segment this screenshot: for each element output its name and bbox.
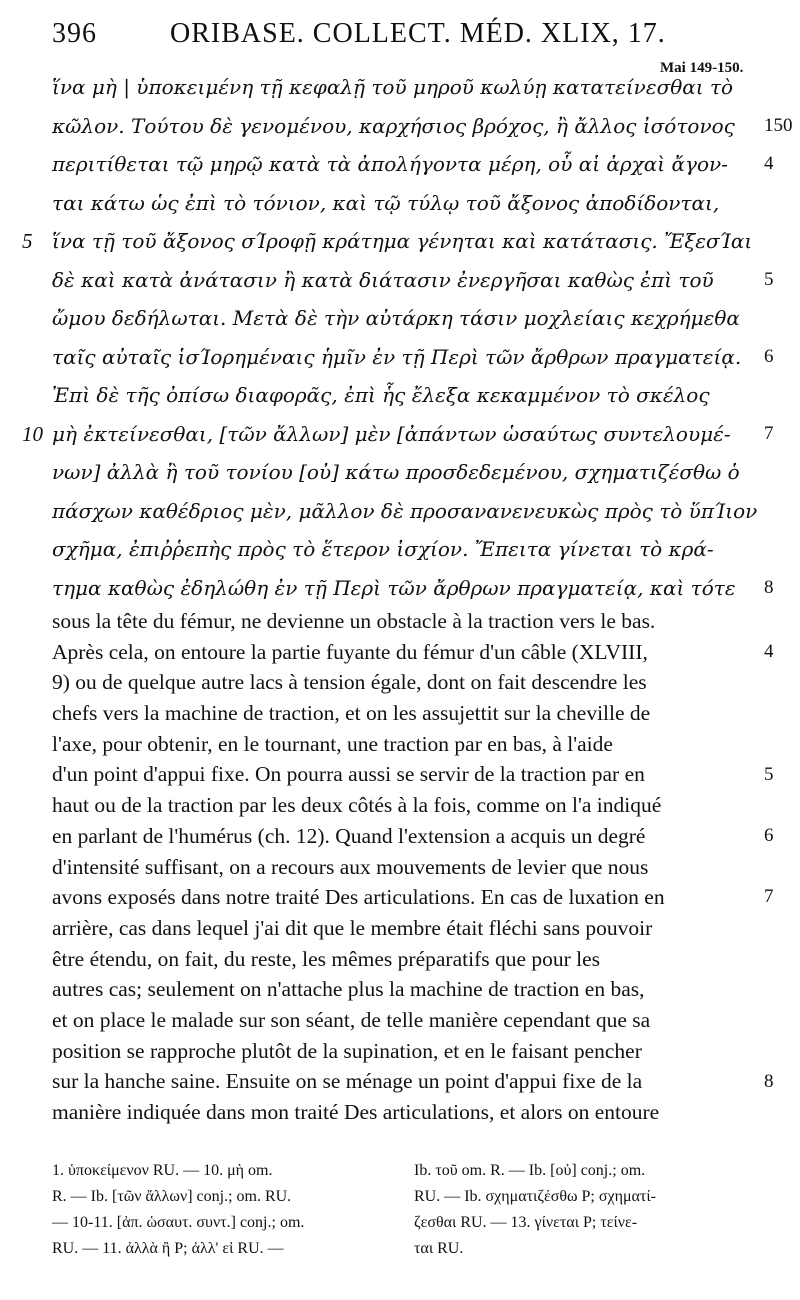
french-line — [52, 790, 764, 821]
greek-line — [52, 68, 764, 107]
greek-line-text: ἵνα τῇ τοῦ ἄξονος σΊροφῇ κράτημα γένηται καὶ κατάτασις. ἜξεσΊαι — [52, 229, 753, 253]
greek-line — [22, 415, 764, 454]
greek-line — [52, 338, 764, 377]
french-line — [52, 1066, 764, 1097]
greek-text-block — [22, 68, 793, 607]
footnote-line: R. — Ib. [τῶν ἄλλων] conj.; om. RU. — [52, 1188, 292, 1205]
greek-line — [52, 299, 764, 338]
greek-line — [52, 261, 764, 300]
greek-line-text: ται κάτω ὡς ἐπὶ τὸ τόνιον, καὶ τῷ τύλῳ τοῦ ἄξονος ἀποδίδονται, — [52, 190, 720, 215]
margin-section-number: 6 — [764, 345, 774, 367]
line-number: 10 — [22, 421, 43, 446]
notes-column-right — [414, 1158, 759, 1262]
french-line-text: chefs vers la machine de traction, et on les assujettit sur la cheville de — [52, 701, 651, 726]
greek-line — [52, 569, 764, 608]
greek-line-text: περιτίθεται τῷ μηρῷ κατὰ τὰ ἀπολήγοντα μέρη, οὗ αἱ ἀρχαὶ ἄγον- — [52, 152, 728, 176]
margin-section-number: 150 — [764, 114, 793, 136]
french-line — [52, 974, 764, 1005]
footnote-line: Ib. τοῦ om. R. — Ib. [οὐ] conj.; om. — [414, 1162, 646, 1179]
greek-line — [52, 107, 764, 146]
french-line-text: sous la tête du fémur, ne devienne un obstacle à la traction vers le bas. — [52, 609, 656, 633]
greek-line — [52, 184, 764, 223]
greek-line — [52, 530, 764, 569]
margin-section-number: 5 — [764, 763, 774, 785]
line-number: 5 — [22, 229, 33, 253]
margin-section-number: 4 — [764, 640, 774, 662]
french-line — [52, 1097, 764, 1128]
french-line — [52, 698, 764, 729]
footnote-line: — 10-11. [ἀπ. ὡσαυτ. συντ.] conj.; om. — [52, 1214, 305, 1231]
footnote-line: ται RU. — [414, 1240, 464, 1257]
french-line-text: haut ou de la traction par les deux côtés à la fois, comme on l'a indiqué — [52, 793, 662, 818]
french-line-text: Après cela, on entoure la partie fuyante du fémur d'un câble (XLVIII, — [52, 639, 648, 664]
greek-line-text: ἵνα μὴ | ὑποκειμένη τῇ κεφαλῇ τοῦ μηροῦ κωλύῃ κατατείνεσθαι τὸ — [52, 75, 734, 99]
page-number: 396 — [52, 18, 97, 49]
margin-section-number: 7 — [764, 422, 774, 444]
footnote-line: RU. — Ib. σχηματιζέσθω P; σχηματί- — [414, 1188, 656, 1205]
greek-line-text: σχῆμα, ἐπιῤῥεπὴς πρὸς τὸ ἕτερον ἰσχίον. Ἔπειτα γίνεται τὸ κρά- — [52, 537, 714, 561]
margin-section-number: 4 — [764, 153, 774, 174]
french-line-text: 9) ou de quelque autre lacs à tension égale, dont on fait descendre les — [52, 670, 647, 695]
french-line-text: d'un point d'appui fixe. On pourra aussi se servir de la traction par en — [52, 762, 645, 787]
greek-line-text: Ἐπὶ δὲ τῆς ὀπίσω διαφορᾶς, ἐπὶ ἧς ἔλεξα κεκαμμένον τὸ σκέλος — [52, 383, 710, 407]
french-line-text: position se rapproche plutôt de la supination, et en le faisant pencher — [52, 1038, 642, 1063]
french-line — [52, 1036, 764, 1067]
french-line — [52, 667, 764, 698]
footnote-line: ζεσθαι RU. — 13. γίνεται P; τείνε- — [414, 1214, 638, 1231]
running-title: ORIBASE. COLLECT. MÉD. XLIX, 17. — [170, 18, 666, 49]
footnote-line: 1. ὑποκείμενον RU. — 10. μὴ om. — [52, 1162, 273, 1179]
running-header — [52, 18, 792, 58]
french-line-text: en parlant de l'humérus (ch. 12). Quand l'extension a acquis un degré — [52, 823, 646, 848]
notes-column-left — [52, 1158, 397, 1262]
greek-line — [52, 145, 764, 184]
french-line-text: autres cas; seulement on n'attache plus la machine de traction en bas, — [52, 977, 645, 1002]
french-line-text: d'intensité suffisant, on a recours aux mouvements de levier que nous — [52, 854, 649, 879]
french-line-text: être étendu, on fait, du reste, les mêmes préparatifs que pour les — [52, 946, 601, 971]
french-line — [52, 913, 764, 944]
greek-line — [22, 222, 764, 261]
french-line — [52, 944, 764, 975]
greek-line-text: ὤμου δεδήλωται. Μετὰ δὲ τὴν αὐτάρκη τάσιν μοχλείαις κεχρήμεθα — [52, 306, 740, 330]
french-line — [52, 759, 764, 790]
greek-line-text: δὲ καὶ κατὰ ἀνάτασιν ἢ κατὰ διάτασιν ἐνεργῆσαι καθὼς ἐπὶ τοῦ — [52, 267, 714, 292]
margin-section-number: 6 — [764, 824, 774, 846]
french-line-text: l'axe, pour obtenir, en le tournant, une traction par en bas, à l'aide — [52, 731, 613, 756]
margin-section-number: 5 — [764, 268, 774, 290]
greek-line-text: τημα καθὼς ἐδηλώθη ἐν τῇ Περὶ τῶν ἄρθρων πραγματείᾳ, καὶ τότε — [52, 575, 736, 600]
french-line-text: sur la hanche saine. Ensuite on se ménage un point d'appui fixe de la — [52, 1069, 643, 1094]
greek-line — [52, 376, 764, 415]
margin-section-number: 8 — [764, 576, 774, 598]
footnote-line: RU. — 11. ἀλλὰ ἢ P; ἀλλ' εἰ RU. — — [52, 1240, 284, 1257]
greek-line — [52, 492, 764, 531]
french-line — [52, 1005, 764, 1036]
greek-line-text: ταῖς αὐταῖς ἱσΊορημέναις ἡμῖν ἐν τῇ Περὶ τῶν ἄρθρων πραγματείᾳ. — [52, 344, 742, 369]
french-translation-block — [52, 606, 774, 1128]
french-line-text: et on place le malade sur son séant, de telle manière cependant que sa — [52, 1007, 651, 1032]
greek-line-text: νων] ἀλλὰ ἢ τοῦ τονίου [οὐ] κάτω προσδεδεμένου, σχηματιζέσθω ὁ — [52, 460, 740, 484]
french-line — [52, 882, 764, 913]
greek-line-text: μὴ ἐκτείνεσθαι, [τῶν ἄλλων] μὲν [ἀπάντων ὡσαύτως συντελουμέ- — [52, 421, 731, 446]
french-line — [52, 852, 764, 883]
mai-reference: Mai 149-150. — [660, 60, 744, 76]
margin-section-number: 7 — [764, 886, 774, 908]
french-line-text: arrière, cas dans lequel j'ai dit que le membre était fléchi sans pouvoir — [52, 915, 653, 940]
french-line — [52, 821, 764, 852]
french-line — [52, 637, 764, 668]
margin-section-number: 8 — [764, 1070, 774, 1092]
french-line-text: avons exposés dans notre traité Des articulations. En cas de luxation en — [52, 885, 665, 910]
greek-line-text: πάσχων καθέδριος μὲν, μᾶλλον δὲ προσανανενευκὼς πρὸς τὸ ὕπΊιον — [52, 498, 758, 523]
french-line — [52, 606, 764, 637]
greek-line — [52, 453, 764, 492]
greek-line-text: κῶλον. Τούτου δὲ γενομένου, καρχήσιος βρόχος, ἢ ἄλλος ἰσότονος — [52, 113, 735, 138]
french-line-text: manière indiquée dans mon traité Des articulations, et alors on entoure — [52, 1100, 660, 1124]
french-line — [52, 729, 764, 760]
